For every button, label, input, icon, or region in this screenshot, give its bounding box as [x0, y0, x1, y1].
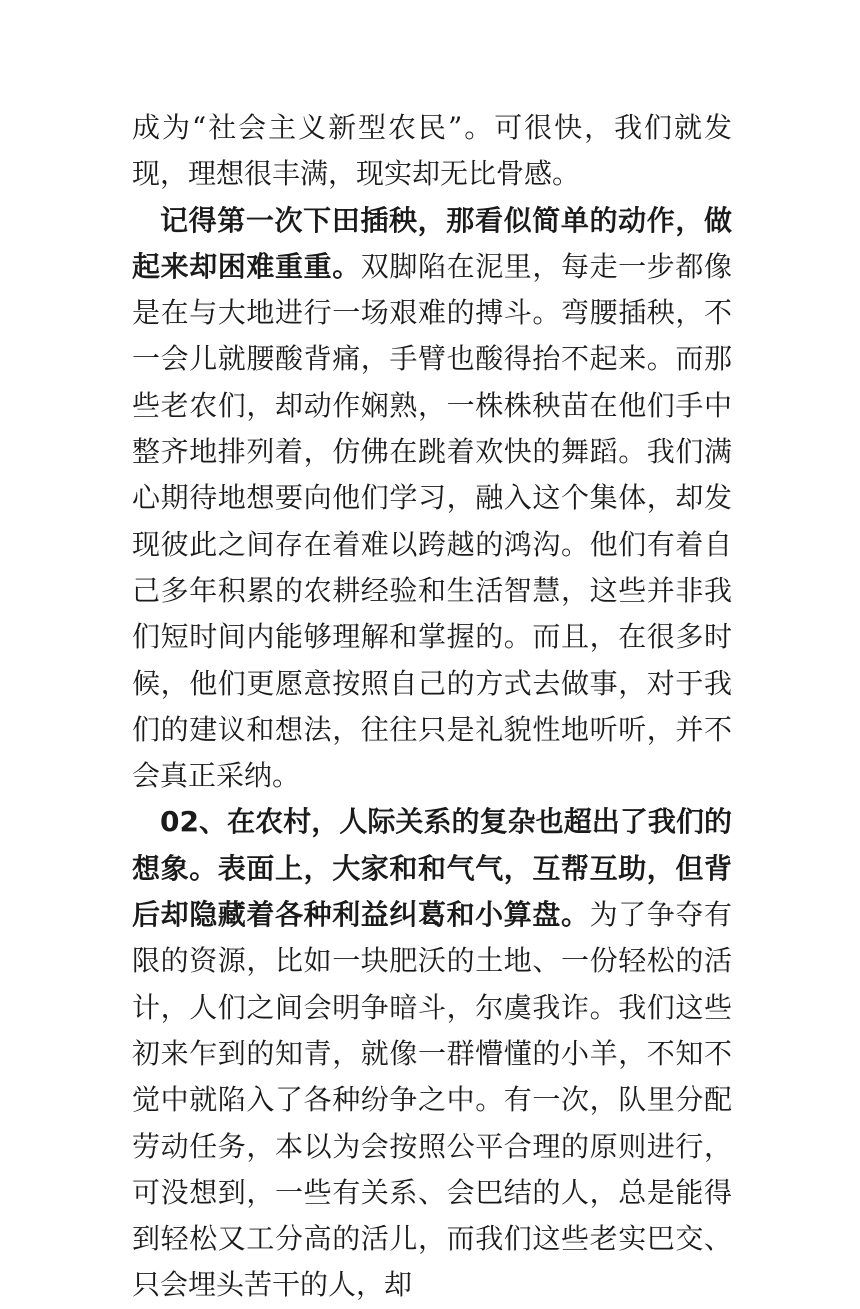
paragraph-1	[132, 105, 732, 198]
paragraph-2-bold-lead: 记得第一次下田插秧，那看似简单的动作，做起来却困难重重。	[132, 203, 732, 283]
paragraph-1-run-1: 成为“社会主义新型农民”。可很快，我们就发现，理想很丰满，现实却无比骨感。	[132, 111, 732, 191]
paragraph-3-bold-lead: 02、在农村，人际关系的复杂也超出了我们的想象。表面上，大家和和气气，互帮互助，但背后却隐藏着各种利益纠葛和小算盘。	[132, 805, 732, 932]
paragraph-2-body: 双脚陷在泥里，每走一步都像是在与大地进行一场艰难的搏斗。弯腰插秧，不一会儿就腰酸背痛，手臂也酸得抬不起来。而那些老农们，却动作娴熟，一株株秧苗在他们手中整齐地排列着，仿佛在跳着欢快的舞蹈。我们满心期待地想要向他们学习，融入这个集体，却发现彼此之间存在着难以跨越的鸿沟。他们有着自己多年积累的农耕经验和生活智慧，这些并非我们短时间内能够理解和掌握的。而且，在很多时候，他们更愿意按照自己的方式去做事，对于我们的建议和想法，往往只是礼貌性地听听，并不会真正采纳。	[132, 249, 732, 793]
paragraph-2	[132, 198, 732, 800]
paragraph-3-body: 为了争夺有限的资源，比如一块肥沃的土地、一份轻松的活计，人们之间会明争暗斗，尔虞我诈。我们这些初来乍到的知青，就像一群懵懂的小羊，不知不觉中就陷入了各种纷争之中。有一次，队里分配劳动任务，本以为会按照公平合理的原则进行，可没想到，一些有关系、会巴结的人，总是能得到轻松又工分高的活儿，而我们这些老实巴交、只会埋头苦干的人，却	[132, 898, 732, 1302]
body-text	[132, 105, 732, 1309]
paragraph-3	[132, 799, 732, 1308]
